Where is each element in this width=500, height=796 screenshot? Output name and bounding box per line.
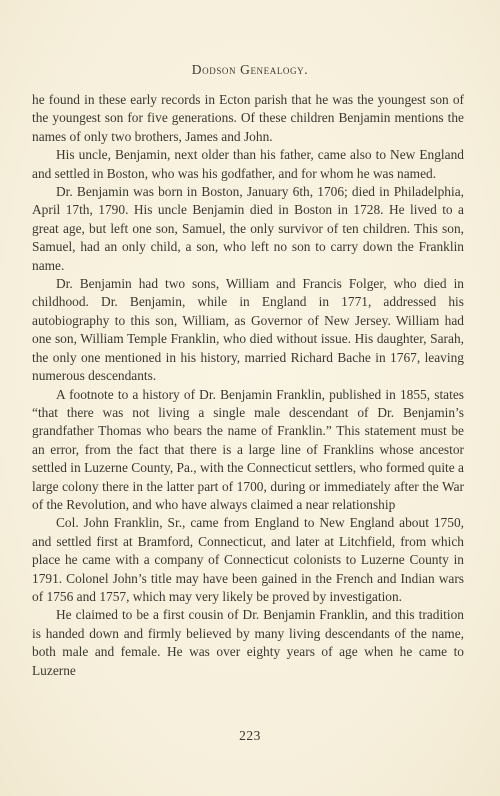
running-head: Dodson Genealogy. bbox=[191, 62, 309, 77]
paragraph-4: Dr. Benjamin had two sons, William and Francis Folger, who died in childhood. Dr. Benjamin, while in England in 1771, addressed his autobiography to this son, William, as Governor of New Jersey. William had one son, William Temple Franklin, who died without issue. His daughter, Sarah, the only one mentioned in his history, married Richard Bache in 1767, leaving numerous descendants. bbox=[32, 276, 464, 384]
paragraph-3: Dr. Benjamin was born in Boston, January 6th, 1706; died in Philadelphia, April 17th, 1790. His uncle Benjamin died in Boston in 1728. He lived to a great age, but left one son, Samuel, the only survivor of ten children. This son, Samuel, had an only child, a son, who left no son to carry down the Franklin name. bbox=[32, 184, 464, 273]
paragraph-2: His uncle, Benjamin, next older than his father, came also to New England and settled in Boston, who was his godfather, and for whom he was named. bbox=[32, 147, 464, 181]
paragraph-6: Col. John Franklin, Sr., came from England to New England about 1750, and settled first at Bramford, Connecticut, and later at Litchfield, from which place he came with a company of Connecticut colonists to Luzerne County in 1791. Colonel John’s title may have been gained in the French and Indian wars of 1756 and 1757, which may very likely be proved by investigation. bbox=[32, 515, 464, 604]
page-number: 223 bbox=[239, 728, 261, 743]
body-text bbox=[32, 91, 464, 680]
paragraph-1: he found in these early records in Ecton parish that he was the youngest son of the youngest son for five generations. Of these children Benjamin mentions the names of only two brothers, James and John. bbox=[32, 92, 464, 144]
paragraph-7: He claimed to be a first cousin of Dr. Benjamin Franklin, and this tradition is handed down and firmly believed by many living descendants of the name, both male and female. He was over eighty years of age when he came to Luzerne bbox=[32, 607, 464, 678]
paragraph-5: A footnote to a history of Dr. Benjamin Franklin, published in 1855, states “that there was not living a single male descendant of Dr. Benjamin’s grandfather Thomas who bears the name of Franklin.” This statement must be an error, from the fact that there is a large line of Franklins whose ancestor settled in Luzerne County, Pa., with the Connecticut settlers, who formed quite a large colony there in the latter part of 1700, during or immediately after the War of the Revolution, and who have always claimed a near relationship bbox=[32, 386, 464, 512]
